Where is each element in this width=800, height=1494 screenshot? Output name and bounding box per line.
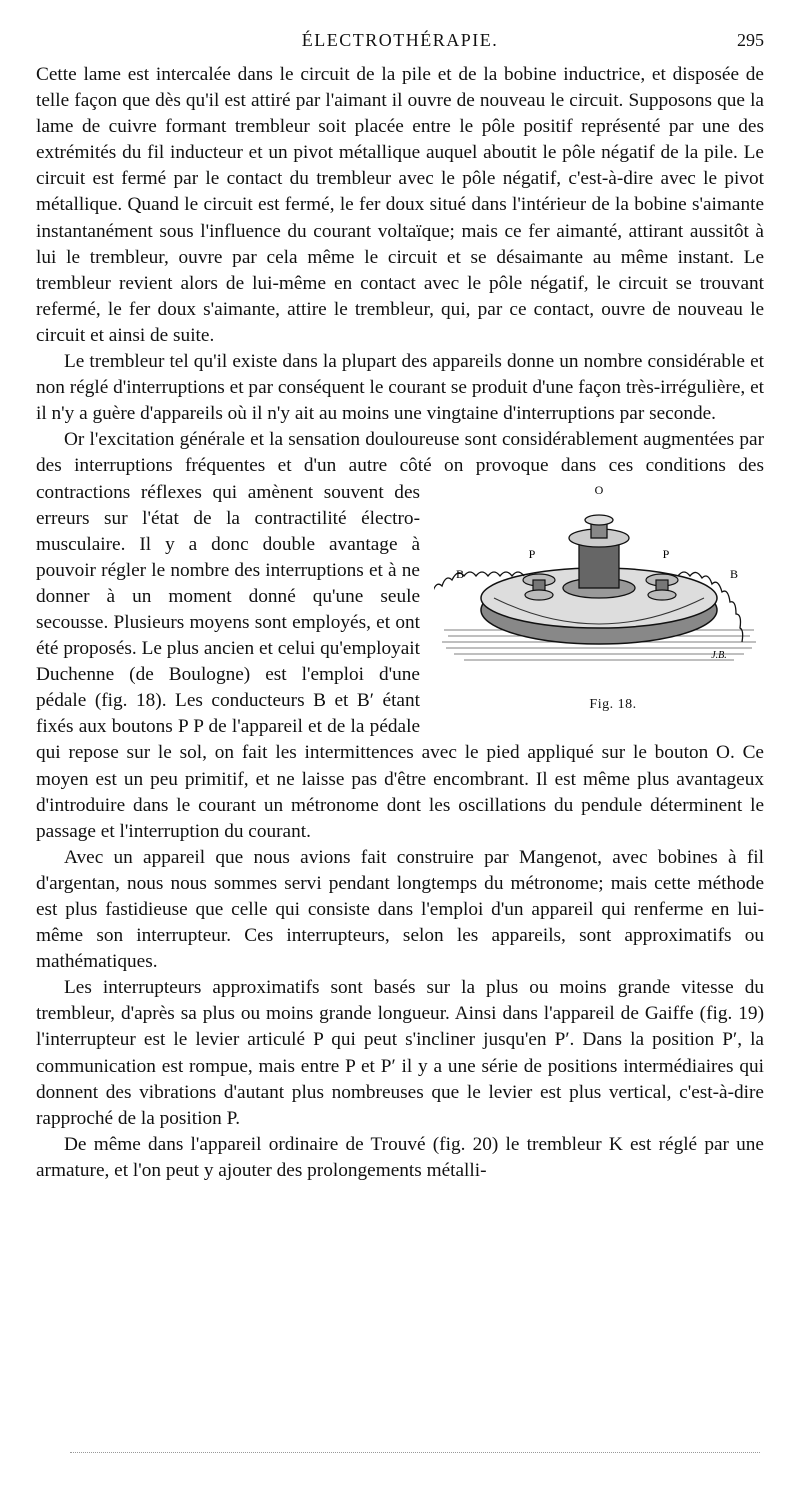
figure-18 [434, 480, 764, 716]
paragraph-3-rest: qui amènent souvent des erreurs sur l'état de la contractilité électro-musculaire. Il y a donc double avantage à pouvoir régler le nombre des interruptions et à ne donner à un moment donné qu'une seule secousse. Plusieurs moyens sont employés, et ont été proposés. Le plus ancien et celui qu'employait Duchenne (de Boulogne) est l'emploi d'une pédale (fig. 18). Les conducteurs B et B′ étant fixés aux boutons P P de l'appareil et de la pédale qui repose sur le sol, on fait les intermittences avec le pied appliqué sur le bouton O. Ce moyen est un peu primitif, et ne laisse pas d'être encombrant. Il est même plus avantageux d'introduire dans le courant un métronome dont les oscillations du pendule déterminent le passage et l'interruption du courant. [36, 481, 764, 842]
paragraph-6: De même dans l'appareil ordinaire de Trouvé (fig. 20) le trembleur K est réglé par une armature, et l'on peut y ajouter des prolongements métalli- [36, 1133, 764, 1181]
paragraph-4: Avec un appareil que nous avions fait construire par Mangenot, avec bobines à fil d'argentan, nous nous sommes servi pendant longtemps du métronome; mais cette méthode est plus fastidieuse que celle qui consiste dans l'emploi d'un appareil qui renferme en lui-même son interrupteur. Ces interrupteurs, selon les appareils, sont approximatifs ou mathématiques. [36, 846, 764, 973]
pedal-illustration [434, 480, 764, 716]
engraver-signature: J.B. [711, 649, 727, 661]
paragraph-1: Cette lame est intercalée dans le circuit de la pile et de la bobine inductrice, et disposée de telle façon que dès qu'il est attiré par l'aimant il ouvre de nouveau le circuit. Supposons que la lame de cuivre formant trembleur soit placée entre le pôle positif représenté par une des extrémités du fil inducteur et un pivot métallique auquel aboutit le pôle négatif de la pile. Le circuit est fermé par le contact du trembleur avec le pôle négatif, c'est-à-dire avec le pivot métallique. Quand le circuit est fermé, le fer doux situé dans l'intérieur de la bobine s'aimante instantanément sous l'influence du courant voltaïque; mais ce fer aimanté, attirant aussitôt à lui le trembleur, ouvre par cela même le circuit et se désaimante au même instant. Le trembleur revient alors de lui-même en contact avec le pôle négatif, le circuit se trouvant refermé, le fer doux s'aimante, attire le trembleur, qui, par ce contact, ouvre de nouveau le circuit et ainsi de suite. [36, 64, 764, 346]
paragraph-3-lead: Or l'excitation générale et la sensation douloureuse sont considérablement augmentées par des interruptions fréquentes et d'un autre côté on provoque dans ces conditions des contractions réflexes [36, 429, 764, 503]
page-header [36, 30, 764, 56]
label-p-left: P [528, 546, 536, 561]
label-o: O [594, 482, 604, 497]
label-b-right: B [729, 566, 739, 581]
paragraph-3-wrapper [36, 427, 764, 845]
figure-caption: Fig. 18. [589, 696, 637, 712]
label-p-right: P [662, 546, 670, 561]
paragraph-2: Le trembleur tel qu'il existe dans la plupart des appareils donne un nombre considérable et non réglé d'interruptions et par conséquent le courant se produit d'une façon très-irrégulière, et il n'y a guère d'appareils où il n'y ait au moins une vingtaine d'interruptions par seconde. [36, 351, 764, 425]
body-text [36, 62, 764, 1184]
button-o [563, 515, 635, 598]
footer-rule [70, 1452, 760, 1453]
running-title: ÉLECTROTHÉRAPIE. [301, 30, 499, 50]
paragraph-5: Les interrupteurs approximatifs sont basés sur la plus ou moins grande vitesse du trembleur, d'après sa plus ou moins grande longueur. Ainsi dans l'appareil de Gaiffe (fig. 19) l'interrupteur est le levier articulé P qui peut s'incliner jusqu'en P′. Dans la position P′, la communication est rompue, mais entre P et P′ il y a une série de positions intermédiaires qui donnent des vibrations d'autant plus nombreuses que le levier est plus vertical, c'est-à-dire rapproché de la position P. [36, 977, 764, 1129]
label-b-left: B [455, 566, 465, 581]
page-number: 295 [737, 30, 764, 50]
